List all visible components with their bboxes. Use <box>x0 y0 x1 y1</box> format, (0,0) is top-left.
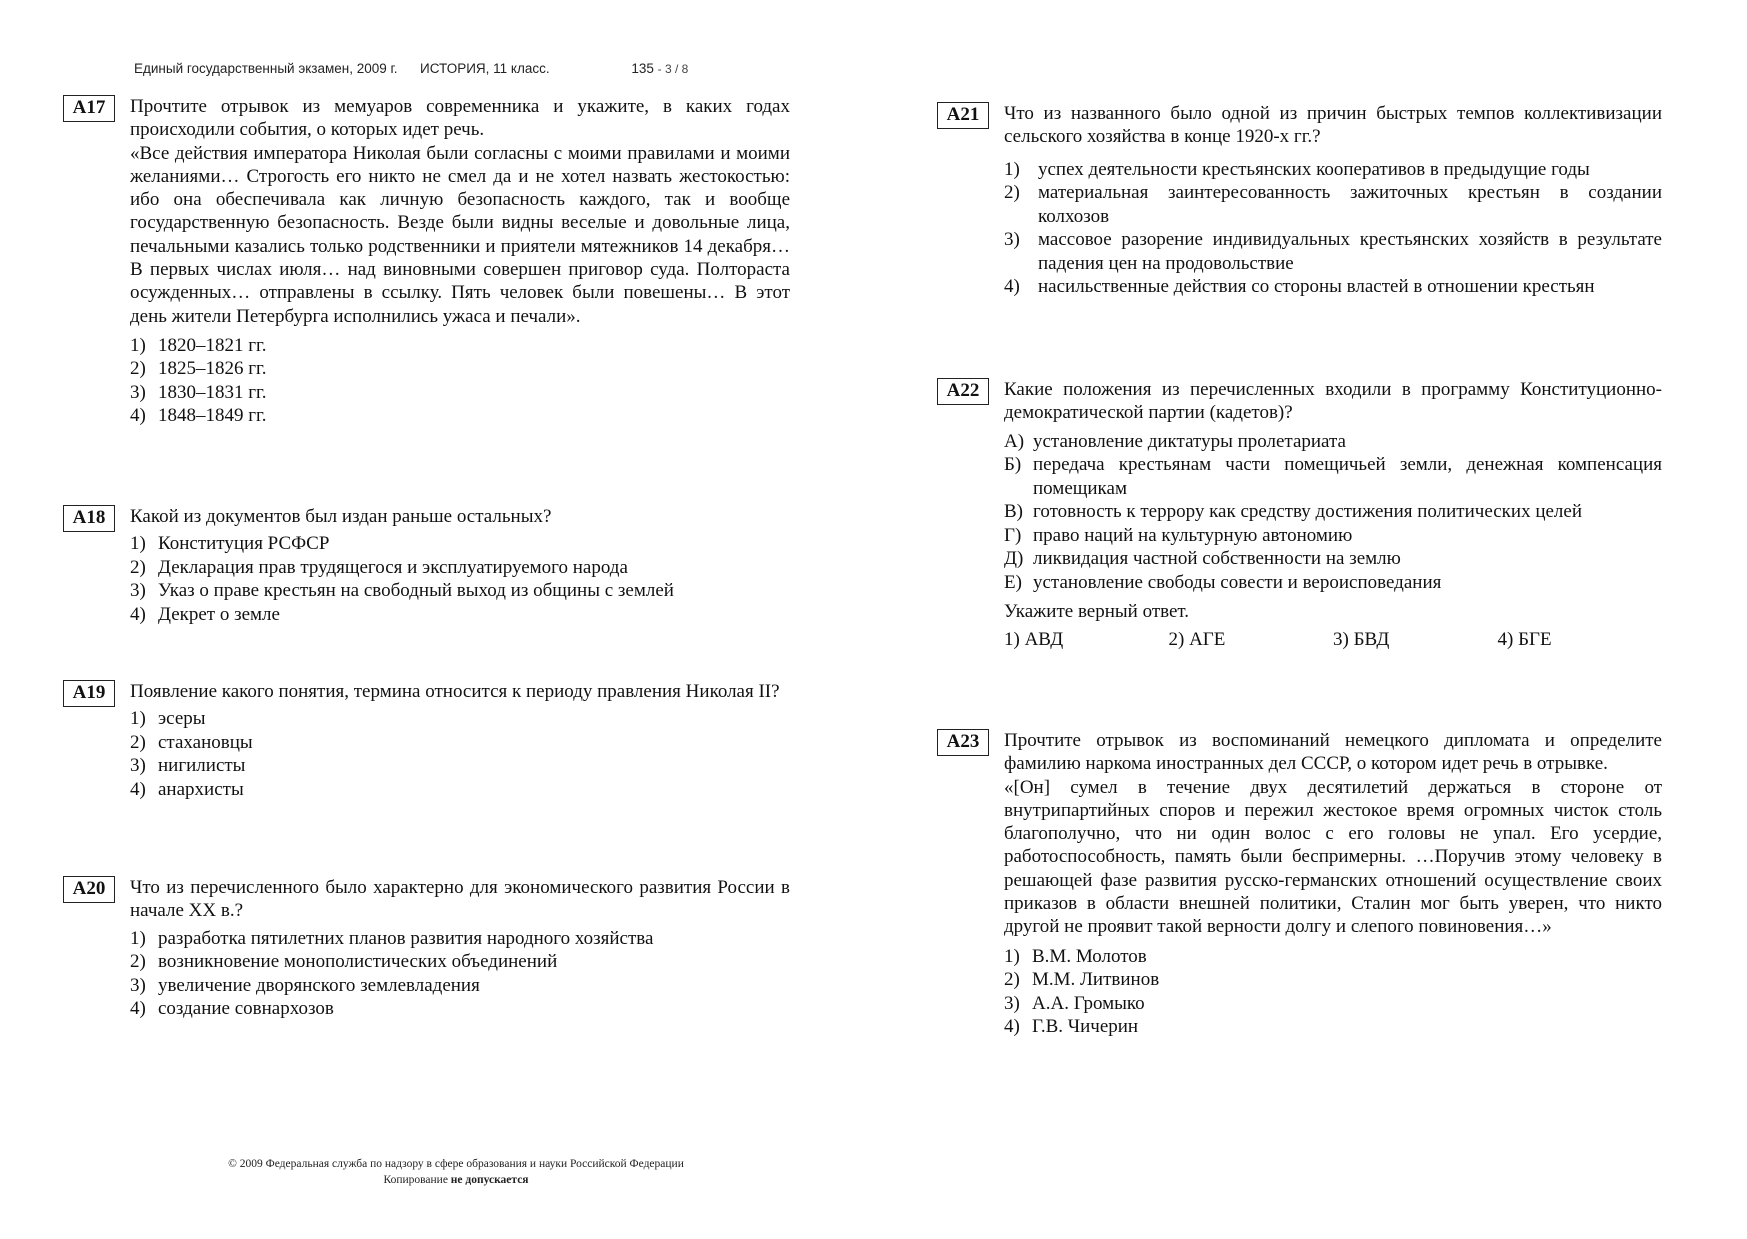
answer-option[interactable]: 1) В.М. Молотов <box>1004 945 1147 967</box>
answer-options <box>130 334 790 428</box>
question-number: A17 <box>63 95 115 122</box>
answer-option[interactable]: 4) 1848–1849 гг. <box>130 405 267 427</box>
page-footer <box>196 1156 716 1188</box>
answer-option[interactable]: 2) 1825–1826 гг. <box>130 358 267 380</box>
copy-notice: Копирование не допускается <box>383 1174 529 1186</box>
answer-option[interactable]: 4) БГЕ <box>1497 629 1552 651</box>
page-number: 135 - 3 / 8 <box>631 61 689 76</box>
statement-item: Г) право наций на культурную автономию <box>1004 524 1353 546</box>
answer-option[interactable]: 4) Г.В. Чичерин <box>1004 1016 1139 1038</box>
answer-option[interactable]: 2) материальная заинтересованность зажиточных крестьян в создании колхозов <box>1004 182 1662 227</box>
answer-options <box>1004 629 1662 651</box>
question-number: A19 <box>63 680 115 707</box>
answer-option[interactable]: 4) насильственные действия со стороны властей в отношении крестьян <box>1004 276 1595 298</box>
question-prompt: Прочтите отрывок из воспоминаний немецкого дипломата и определите фамилию наркома иностранных дел СССР, о котором идет речь в отрывке. <box>1004 730 1662 775</box>
answer-option[interactable]: 3) БВД <box>1333 629 1390 651</box>
question-number: A23 <box>937 729 989 756</box>
question-prompt: Что из названного было одной из причин быстрых темпов коллективизации сельского хозяйства в конце 1920-х гг.? <box>1004 103 1662 148</box>
answer-option[interactable]: 4) Декрет о земле <box>130 603 280 625</box>
answer-option[interactable]: 4) создание совнархозов <box>130 998 334 1020</box>
answer-option[interactable]: 2) возникновение монополистических объединений <box>130 951 558 973</box>
answer-option[interactable]: 3) массовое разорение индивидуальных крестьянских хозяйств в результате падения цен на продовольствие <box>1004 229 1662 274</box>
answer-option[interactable]: 1) АВД <box>1004 629 1064 651</box>
answer-option[interactable]: 3) Указ о праве крестьян на свободный выход из общины с землей <box>130 580 674 602</box>
answer-option[interactable]: 1) эсеры <box>130 708 206 730</box>
page-header <box>134 61 688 76</box>
answer-option[interactable]: 1) разработка пятилетних планов развития народного хозяйства <box>130 927 654 949</box>
question-number: A22 <box>937 378 989 405</box>
answer-option[interactable]: 4) анархисты <box>130 778 244 800</box>
answer-option[interactable]: 1) Конституция РСФСР <box>130 533 330 555</box>
statement-item: Б) передача крестьянам части помещичьей земли, денежная компенсация помещикам <box>1004 454 1662 499</box>
answer-option[interactable]: 1) 1820–1821 гг. <box>130 334 267 356</box>
answer-option[interactable]: 2) стахановцы <box>130 731 253 753</box>
statement-item: В) готовность к террору как средству достижения политических целей <box>1004 501 1582 523</box>
copyright-line: © 2009 Федеральная служба по надзору в сфере образования и науки Российской Федерации <box>228 1158 684 1170</box>
answer-option[interactable]: 2) АГЕ <box>1168 629 1226 651</box>
answer-option[interactable]: 2) Декларация прав трудящегося и эксплуатируемого народа <box>130 556 628 578</box>
question-prompt: Какой из документов был издан раньше остальных? <box>130 506 552 527</box>
answer-option[interactable]: 1) успех деятельности крестьянских кооперативов в предыдущие годы <box>1004 158 1590 180</box>
question-number: A20 <box>63 876 115 903</box>
statement-list <box>1004 430 1662 595</box>
answer-instruction: Укажите верный ответ. <box>1004 601 1190 623</box>
question-prompt: Прочтите отрывок из мемуаров современника и укажите, в каких годах происходили события, о которых идет речь. <box>130 96 790 141</box>
answer-options <box>1004 945 1662 1039</box>
question-prompt: Какие положения из перечисленных входили в программу Конституционно-демократической партии (кадетов)? <box>1004 379 1662 424</box>
exam-title: Единый государственный экзамен, 2009 г. <box>134 61 398 76</box>
answer-options <box>130 532 790 626</box>
statement-item: А) установление диктатуры пролетариата <box>1004 430 1346 452</box>
answer-option[interactable]: 2) М.М. Литвинов <box>1004 969 1160 991</box>
answer-option[interactable]: 3) А.А. Громыко <box>1004 992 1145 1014</box>
answer-option[interactable]: 3) 1830–1831 гг. <box>130 381 267 403</box>
answer-option[interactable]: 3) увеличение дворянского землевладения <box>130 974 480 996</box>
answer-option[interactable]: 3) нигилисты <box>130 755 246 777</box>
question-quote: «[Он] сумел в течение двух десятилетий держаться в стороне от внутрипартийных споров и пережил жестокое время огромных чисток столь благополучно, что ни один волос с его головы не упал. Его усердие, работоспособность, память были беспримерны. …Поручив этому человеку в решающей фазе развития русско-германских отношений осуществление своих приказов в области внешней политики, Сталин мог быть уверен, что никто другой не проявит такой верности долгу и слепого повиновения…» <box>1004 776 1662 938</box>
answer-options <box>130 927 790 1021</box>
statement-item: Д) ликвидация частной собственности на землю <box>1004 548 1401 570</box>
question-prompt: Появление какого понятия, термина относится к периоду правления Николая II? <box>130 681 780 702</box>
subject-title: ИСТОРИЯ, 11 класс. <box>420 61 550 76</box>
answer-options <box>1004 158 1662 299</box>
statement-item: Е) установление свободы совести и вероисповедания <box>1004 571 1442 593</box>
question-number: A21 <box>937 102 989 129</box>
question-number: A18 <box>63 505 115 532</box>
answer-options <box>130 707 790 801</box>
question-prompt: Что из перечисленного было характерно для экономического развития России в начале XX в.? <box>130 877 790 922</box>
question-quote: «Все действия императора Николая были согласны с моими правилами и моими желаниями… Строгость его никто не смел да и не хотел назвать жестокостью: ибо она обеспечивала как личную безопасность каждого, так и вообще государственную безопасность. Везде были видны веселые и довольные лица, печальными казались только родственники и приятели мятежников 14 декабря… В первых числах июля… над виновными совершен приговор суда. Полтораста осужденных… отправлены в ссылку. Пять человек были повешены… В этот день жители Петербурга исполнились ужаса и печали». <box>130 142 790 327</box>
